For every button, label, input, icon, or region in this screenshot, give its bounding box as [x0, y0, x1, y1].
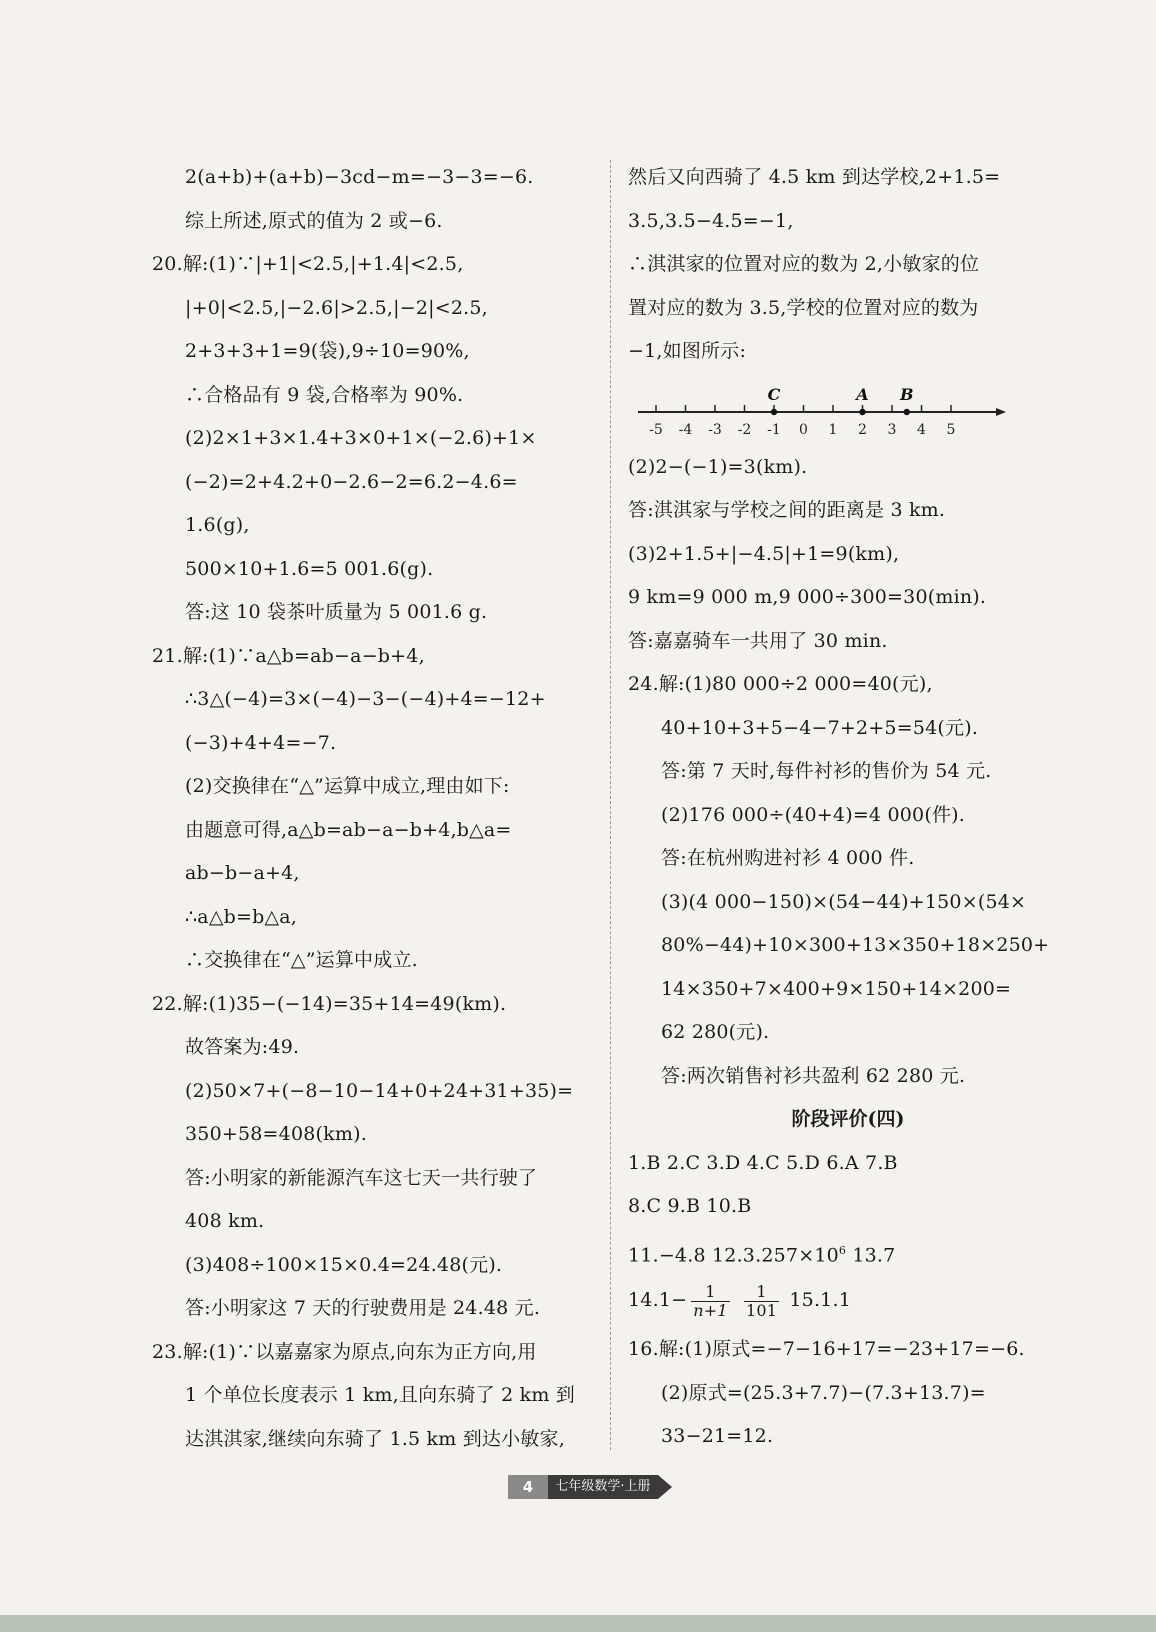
fraction-1-numerator: 1 [691, 1283, 730, 1302]
right-column [628, 156, 1068, 1459]
text-line: (2)原式=(25.3+7.7)−(7.3+13.7)= [661, 1381, 986, 1404]
fraction-1-denominator: n+1 [693, 1300, 728, 1320]
tick-label: 1 [828, 421, 838, 438]
text-line: (2)50×7+(−8−10−14+0+24+31+35)= [185, 1079, 574, 1102]
text-line: (2)176 000÷(40+4)=4 000(件). [661, 803, 965, 826]
tick-label: -5 [649, 421, 663, 438]
section-title: 阶段评价(四) [791, 1108, 905, 1130]
tick-label: 5 [946, 421, 956, 438]
text-line: ∴淇淇家的位置对应的数为 2,小敏家的位 [628, 253, 980, 275]
text-line: ab−b−a+4, [185, 862, 300, 884]
tick-label: -1 [767, 421, 781, 438]
text-line: |+0|<2.5,|−2.6|>2.5,|−2|<2.5, [185, 296, 488, 319]
text-line: 1.6(g), [185, 514, 250, 536]
text-line: 综上所述,原式的值为 2 或−6. [185, 209, 443, 232]
text-line: 9 km=9 000 m,9 000÷300=30(min). [628, 586, 987, 608]
text-line: 答:两次销售衬衫共盈利 62 280 元. [661, 1064, 966, 1087]
fraction-2 [744, 1283, 779, 1320]
point-label: A [856, 384, 869, 404]
point-label: C [767, 384, 781, 404]
problem-23-continued [628, 156, 1068, 374]
fraction-2-numerator: 1 [744, 1283, 779, 1302]
text-line: 20.解:(1)∵|+1|<2.5,|+1.4|<2.5, [152, 253, 464, 275]
answer-row-4 [628, 1272, 1068, 1328]
text-line: 答:嘉嘉骑车一共用了 30 min. [628, 629, 888, 652]
scan-edge [0, 1615, 1156, 1632]
text-line: (−2)=2+4.2+0−2.6−2=6.2−4.6= [185, 470, 518, 493]
tick-label: -4 [678, 421, 693, 438]
text-line: ∴3△(−4)=3×(−4)−3−(−4)+4=−12+ [185, 688, 546, 710]
text-line: 达淇淇家,继续向东骑了 1.5 km 到达小敏家, [185, 1427, 565, 1450]
text-line: 40+10+3+5−4−7+2+5=54(元). [661, 716, 979, 739]
answer-row-3-tail: 13.7 [846, 1243, 896, 1266]
text-line: 23.解:(1)∵以嘉嘉家为原点,向东为正方向,用 [152, 1340, 537, 1363]
number-line [628, 374, 1008, 446]
text-line: (3)408÷100×15×0.4=24.48(元). [185, 1253, 503, 1276]
answer-row-2: 8.C 9.B 10.B [628, 1195, 752, 1217]
text-line: 置对应的数为 3.5,学校的位置对应的数为 [628, 296, 979, 319]
text-line: (3)(4 000−150)×(54−44)+150×(54× [661, 890, 1027, 913]
text-line: 62 280(元). [661, 1021, 770, 1043]
tick-label: 0 [799, 421, 808, 438]
tick-label: 3 [887, 421, 897, 438]
tick-label: 2 [858, 421, 867, 438]
text-line: 24.解:(1)80 000÷2 000=40(元), [628, 673, 933, 695]
answer-row-3 [628, 1229, 1068, 1273]
arrow-icon [658, 1475, 672, 1499]
text-line: (2)2×1+3×1.4+3×0+1×(−2.6)+1× [185, 427, 537, 449]
problem-24 [628, 663, 1068, 1098]
tick-label: -2 [737, 421, 752, 438]
text-line: 33−21=12. [661, 1425, 774, 1447]
text-line: 答:小明家这 7 天的行驶费用是 24.48 元. [185, 1297, 541, 1319]
text-line: 答:在杭州购进衬衫 4 000 件. [661, 847, 915, 869]
fraction-1 [691, 1283, 730, 1320]
text-line: 答:小明家的新能源汽车这七天一共行驶了 [185, 1166, 538, 1189]
text-line: 答:第 7 天时,每件衬衫的售价为 54 元. [661, 760, 992, 782]
text-line: (3)2+1.5+|−4.5|+1=9(km), [628, 542, 900, 565]
problem-16 [628, 1328, 1068, 1459]
text-line: 14×350+7×400+9×150+14×200= [661, 977, 1012, 1000]
text-line: ∴合格品有 9 袋,合格率为 90%. [185, 383, 464, 406]
text-line: 21.解:(1)∵a△b=ab−a−b+4, [152, 644, 425, 667]
text-line: 然后又向西骑了 4.5 km 到达学校,2+1.5= [628, 166, 1001, 188]
answer-row-4-text: 14.1− [628, 1289, 688, 1311]
answer-row-1: 1.B 2.C 3.D 4.C 5.D 6.A 7.B [628, 1151, 898, 1174]
text-line: 故答案为:49. [185, 1036, 300, 1058]
text-line: 500×10+1.6=5 001.6(g). [185, 557, 434, 580]
point-marker [904, 408, 910, 414]
text-line: ∴交换律在“△”运算中成立. [185, 949, 418, 971]
text-line: 408 km. [185, 1210, 265, 1232]
book-title: 七年级数学·上册 [548, 1475, 658, 1499]
text-line: (2)2−(−1)=3(km). [628, 455, 808, 478]
fraction-2-denominator: 101 [745, 1300, 778, 1320]
text-line: 答:淇淇家与学校之间的距离是 3 km. [628, 499, 946, 521]
tick-label: 4 [917, 421, 926, 438]
page-footer [508, 1475, 708, 1499]
point-marker [771, 408, 777, 414]
text-line: 2+3+3+1=9(袋),9÷10=90%, [185, 340, 470, 362]
point-marker [859, 408, 865, 414]
text-line: 2(a+b)+(a+b)−3cd−m=−3−3=−6. [185, 166, 534, 188]
tick-label: -3 [708, 421, 722, 438]
number-line-figure [628, 374, 1068, 446]
text-line: −1,如图所示: [628, 340, 747, 362]
text-line: 350+58=408(km). [185, 1123, 367, 1145]
text-line: 80%−44)+10×300+13×350+18×250+ [661, 934, 1050, 956]
answer-row-3-text: 11.−4.8 12.3.257×10 [628, 1243, 839, 1266]
answer-row-4-tail: 15.1.1 [783, 1289, 851, 1311]
text-line: 答:这 10 袋茶叶质量为 5 001.6 g. [185, 601, 488, 623]
axis-arrow-icon [996, 408, 1006, 416]
text-line: 由题意可得,a△b=ab−a−b+4,b△a= [185, 818, 512, 841]
text-line: 16.解:(1)原式=−7−16+17=−23+17=−6. [628, 1338, 1025, 1360]
left-column [152, 156, 592, 1461]
text-line: (−3)+4+4=−7. [185, 731, 337, 754]
point-label: B [899, 384, 914, 404]
text-line: 22.解:(1)35−(−14)=35+14=49(km). [152, 992, 507, 1015]
text-line: ∴a△b=b△a, [185, 905, 298, 928]
problem-23-parts [628, 446, 1068, 664]
text-line: 3.5,3.5−4.5=−1, [628, 209, 794, 232]
text-line: 1 个单位长度表示 1 km,且向东骑了 2 km 到 [185, 1384, 576, 1406]
page-number: 4 [508, 1475, 548, 1499]
column-divider [610, 160, 611, 1450]
exponent: 6 [838, 1243, 847, 1257]
text-line: (2)交换律在“△”运算中成立,理由如下: [185, 775, 510, 797]
